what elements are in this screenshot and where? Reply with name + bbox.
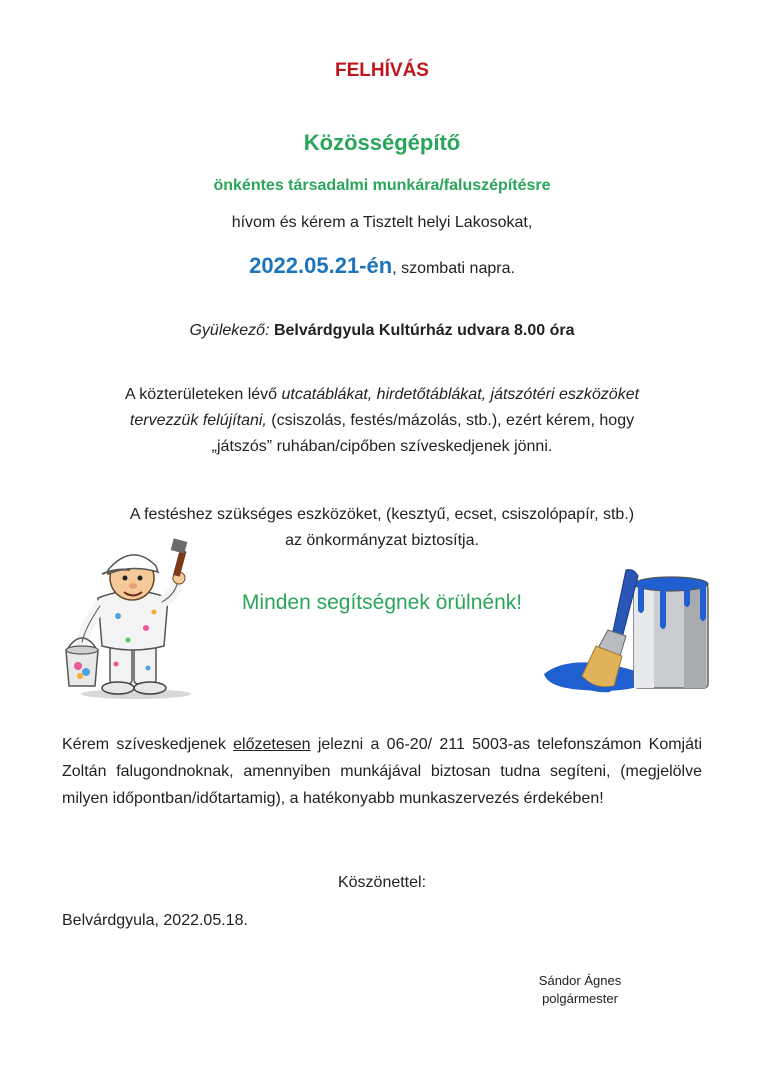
heading: Közösségépítő	[303, 130, 461, 155]
signer-title: polgármester	[542, 991, 618, 1006]
paint-can-illustration	[534, 566, 714, 696]
para3-b: jelezni a 06-20/ 211 5003-as telefonszámon Komjáti Zoltán falugondnoknak, amennyiben munkájával biztosan tudna segíteni, (megjelölve milyen időpontban/időtartamig), a hatékonyabb munkaszervezés érdekében!	[62, 736, 703, 807]
date-line	[0, 253, 764, 279]
signature-block	[520, 972, 640, 1008]
para1-l1a: A közterületeken lévő	[124, 386, 282, 403]
help-line: Minden segítségnek örülnénk!	[241, 591, 523, 614]
para2-l2: az önkormányzat biztosítja.	[285, 532, 479, 549]
gathering-label: Gyülekező:	[189, 322, 270, 339]
invite-text: hívom és kérem a Tisztelt helyi Lakosokat,	[231, 214, 533, 231]
para1-l1b: utcatáblákat, hirdetőtáblákat, játszótéri eszközöket	[281, 386, 640, 403]
thanks: Köszönettel:	[337, 874, 427, 891]
gathering-line	[0, 322, 764, 340]
paragraph-renovation	[0, 382, 764, 460]
date-suffix: , szombati napra.	[392, 260, 515, 277]
painter-illustration	[58, 536, 198, 701]
para3-underlined: előzetesen	[233, 736, 311, 753]
para3-a: Kérem szíveskedjenek	[62, 736, 234, 753]
para1-l3: „játszós” ruhában/cipőben szíveskedjenek jönni.	[211, 438, 553, 455]
gathering-value: Belvárdgyula Kultúrház udvara 8.00 óra	[273, 322, 575, 339]
subheading: önkéntes társadalmi munkára/faluszépítésre	[213, 177, 551, 194]
event-date: 2022.05.21-én	[249, 253, 393, 278]
para2-l1: A festéshez szükséges eszközöket, (kesztyű, ecset, csiszolópapír, stb.)	[129, 506, 635, 523]
signer-name: Sándor Ágnes	[538, 973, 622, 988]
para1-l2a: tervezzük felújítani,	[129, 412, 267, 429]
document-title: FELHÍVÁS	[335, 60, 429, 81]
place-date: Belvárdgyula, 2022.05.18.	[62, 912, 248, 929]
paragraph-contact	[62, 731, 702, 812]
para1-l2b: (csiszolás, festés/mázolás, stb.), ezért kérem, hogy	[266, 412, 635, 429]
